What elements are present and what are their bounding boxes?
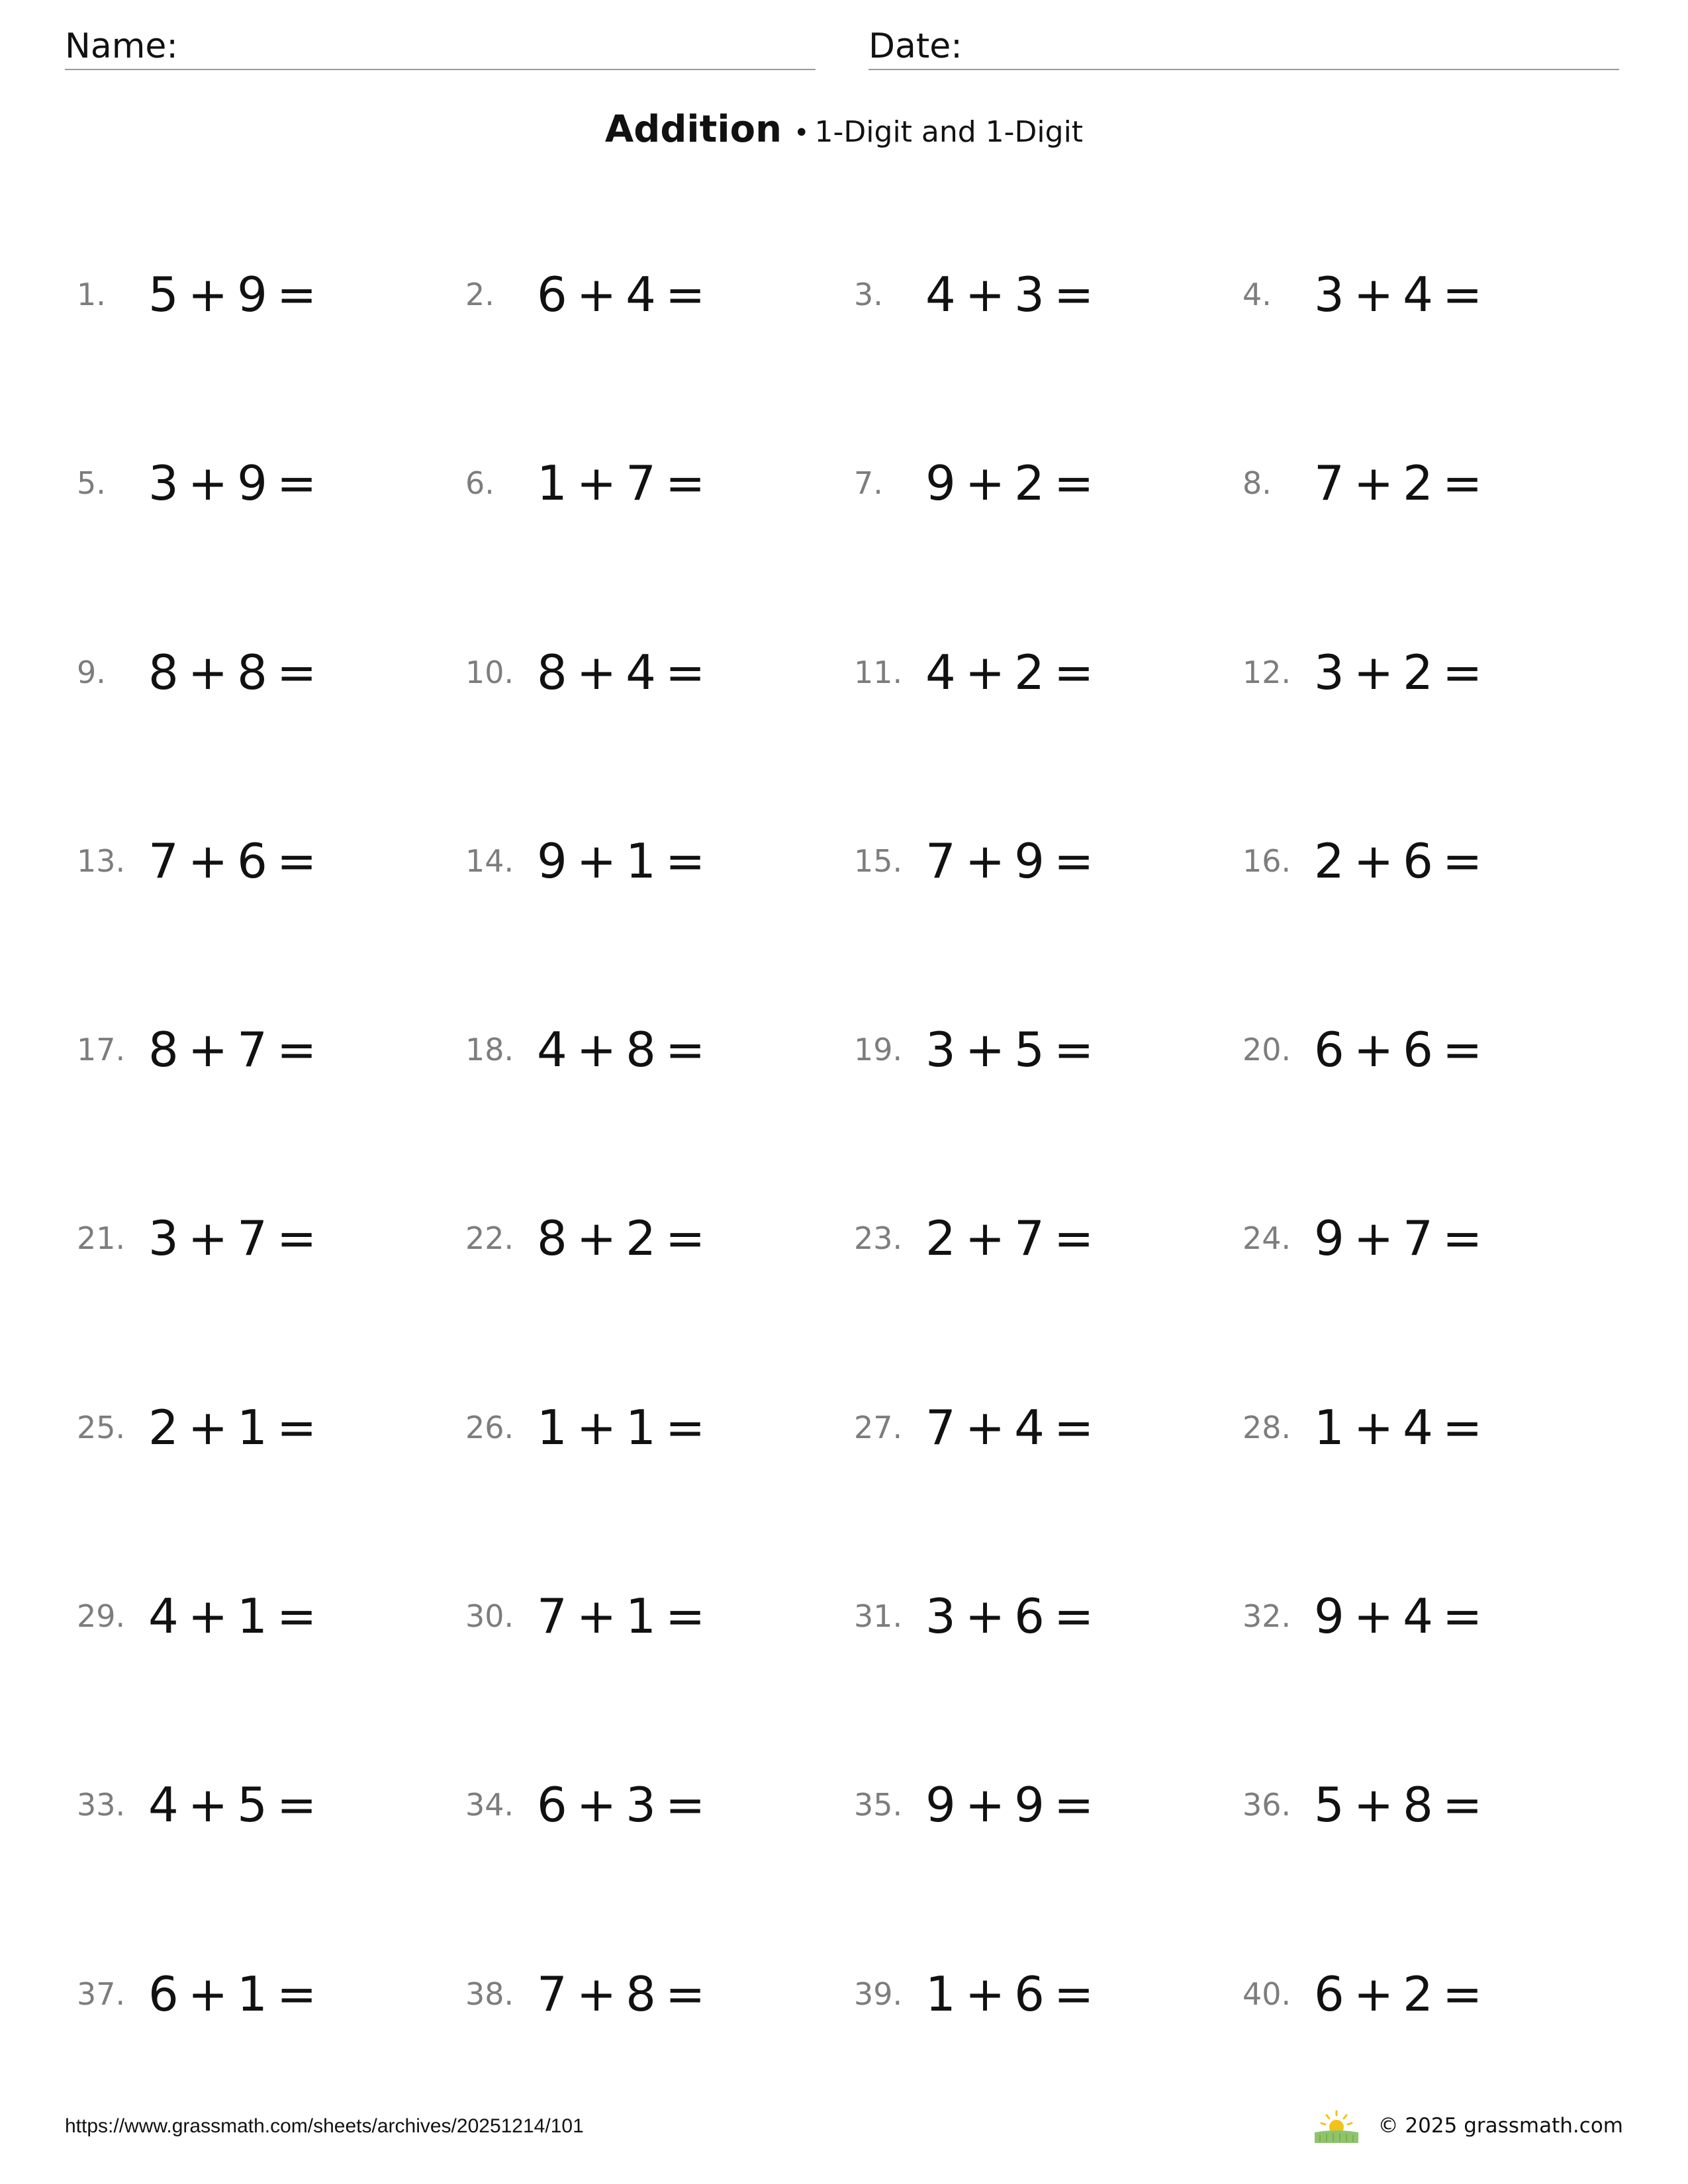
plus-sign: + xyxy=(187,1399,228,1455)
addend-b: 4 xyxy=(1403,1588,1433,1645)
equals-sign: = xyxy=(1442,1966,1483,2022)
addend-b: 6 xyxy=(237,833,267,889)
problem-item xyxy=(77,1189,465,1288)
plus-sign: + xyxy=(187,1210,228,1267)
problem-expression xyxy=(1314,1400,1491,1455)
addend-b: 8 xyxy=(626,1966,656,2022)
sun-over-grass-icon xyxy=(1313,2109,1360,2143)
problem-number: 40. xyxy=(1243,1976,1291,2012)
problem-item xyxy=(854,1944,1243,2044)
problem-item xyxy=(465,1567,854,1666)
equals-sign: = xyxy=(1053,455,1094,512)
addend-b: 9 xyxy=(1014,833,1045,889)
addend-b: 1 xyxy=(237,1399,267,1455)
addend-a: 4 xyxy=(148,1777,179,1833)
plus-sign: + xyxy=(1353,644,1394,700)
problem-number: 29. xyxy=(77,1598,126,1635)
problem-item xyxy=(854,1567,1243,1666)
equals-sign: = xyxy=(1442,455,1483,512)
addend-b: 3 xyxy=(1014,267,1045,322)
problem-item xyxy=(465,623,854,722)
equals-sign: = xyxy=(276,267,317,322)
equals-sign: = xyxy=(1442,267,1483,322)
addend-a: 8 xyxy=(537,1210,567,1267)
problem-number: 31. xyxy=(854,1598,903,1635)
problem-item xyxy=(77,1000,465,1099)
equals-sign: = xyxy=(1442,1777,1483,1833)
plus-sign: + xyxy=(576,1022,617,1078)
problem-expression xyxy=(925,1777,1103,1833)
addend-b: 6 xyxy=(1014,1966,1045,2022)
problem-number: 12. xyxy=(1243,654,1291,690)
addend-b: 4 xyxy=(1403,1399,1433,1455)
problem-item xyxy=(77,433,465,533)
equals-sign: = xyxy=(1053,1022,1094,1078)
addend-a: 9 xyxy=(925,1777,956,1833)
problem-item xyxy=(77,623,465,722)
title-main: Addition xyxy=(604,108,782,151)
problem-expression xyxy=(148,1210,326,1266)
problem-item xyxy=(1243,623,1631,722)
addend-a: 8 xyxy=(537,644,567,700)
problem-expression xyxy=(537,1588,714,1644)
problem-number: 18. xyxy=(465,1032,514,1068)
problem-number: 39. xyxy=(854,1976,903,2012)
problem-expression xyxy=(1314,1022,1491,1077)
equals-sign: = xyxy=(1053,644,1094,700)
plus-sign: + xyxy=(964,1210,1006,1267)
footer-url: https://www.grassmath.com/sheets/archives/20251214/101 xyxy=(65,2115,584,2137)
addend-a: 7 xyxy=(925,833,956,889)
addend-b: 2 xyxy=(1403,1966,1433,2022)
equals-sign: = xyxy=(276,1210,317,1267)
problem-number: 15. xyxy=(854,842,903,879)
problem-expression xyxy=(148,1588,326,1644)
addend-a: 3 xyxy=(1314,267,1344,322)
problem-item xyxy=(854,1755,1243,1854)
addend-b: 1 xyxy=(237,1588,267,1645)
problem-item xyxy=(1243,1755,1631,1854)
problem-expression xyxy=(1314,1210,1491,1266)
problem-expression xyxy=(537,1400,714,1455)
addend-a: 7 xyxy=(148,833,179,889)
problem-item xyxy=(854,433,1243,533)
problem-item xyxy=(465,1000,854,1099)
problem-number: 11. xyxy=(854,654,903,690)
addend-a: 7 xyxy=(537,1966,567,2022)
problem-number: 36. xyxy=(1243,1787,1291,1823)
problem-item xyxy=(854,1189,1243,1288)
addend-a: 3 xyxy=(148,455,179,512)
equals-sign: = xyxy=(665,1022,706,1078)
equals-sign: = xyxy=(1053,267,1094,322)
problem-expression xyxy=(148,455,326,511)
plus-sign: + xyxy=(1353,1210,1394,1267)
title-subtitle: 1-Digit and 1-Digit xyxy=(814,115,1084,149)
addend-b: 7 xyxy=(237,1210,267,1267)
equals-sign: = xyxy=(665,833,706,889)
addend-a: 6 xyxy=(1314,1966,1344,2022)
problem-expression xyxy=(148,1777,326,1833)
addend-a: 3 xyxy=(925,1588,956,1645)
problem-item xyxy=(77,245,465,344)
problem-item xyxy=(1243,1378,1631,1477)
equals-sign: = xyxy=(1442,1399,1483,1455)
addend-b: 4 xyxy=(1014,1399,1045,1455)
addend-a: 7 xyxy=(925,1399,956,1455)
plus-sign: + xyxy=(576,1399,617,1455)
equals-sign: = xyxy=(1053,833,1094,889)
addend-a: 4 xyxy=(148,1588,179,1645)
addend-b: 3 xyxy=(626,1777,656,1833)
equals-sign: = xyxy=(276,1777,317,1833)
addend-a: 3 xyxy=(148,1210,179,1267)
addend-a: 1 xyxy=(1314,1399,1344,1455)
problem-number: 34. xyxy=(465,1787,514,1823)
problem-expression xyxy=(537,1966,714,2022)
plus-sign: + xyxy=(187,267,228,322)
plus-sign: + xyxy=(576,1210,617,1267)
addend-b: 8 xyxy=(237,644,267,700)
problem-item xyxy=(465,1378,854,1477)
addend-a: 3 xyxy=(925,1022,956,1078)
problem-expression xyxy=(148,1966,326,2022)
equals-sign: = xyxy=(1442,833,1483,889)
problem-number: 24. xyxy=(1243,1220,1291,1257)
problem-item xyxy=(465,245,854,344)
problem-number: 38. xyxy=(465,1976,514,2012)
addend-b: 5 xyxy=(237,1777,267,1833)
problem-expression xyxy=(925,833,1103,889)
plus-sign: + xyxy=(187,455,228,512)
problem-number: 28. xyxy=(1243,1409,1291,1445)
plus-sign: + xyxy=(964,1022,1006,1078)
problem-item xyxy=(1243,1567,1631,1666)
problem-number: 23. xyxy=(854,1220,903,1257)
plus-sign: + xyxy=(576,1777,617,1833)
addend-b: 1 xyxy=(626,1399,656,1455)
problem-expression xyxy=(537,455,714,511)
equals-sign: = xyxy=(665,1966,706,2022)
problem-expression xyxy=(925,267,1103,322)
plus-sign: + xyxy=(187,644,228,700)
plus-sign: + xyxy=(1353,1588,1394,1645)
equals-sign: = xyxy=(665,1777,706,1833)
problem-item xyxy=(465,433,854,533)
problem-item xyxy=(465,1755,854,1854)
problem-item xyxy=(77,1567,465,1666)
addend-b: 6 xyxy=(1403,1022,1433,1078)
problem-number: 16. xyxy=(1243,842,1291,879)
problem-number: 5. xyxy=(77,465,106,502)
addend-b: 6 xyxy=(1403,833,1433,889)
equals-sign: = xyxy=(276,1022,317,1078)
problem-expression xyxy=(537,1022,714,1077)
plus-sign: + xyxy=(964,267,1006,322)
problem-number: 13. xyxy=(77,842,126,879)
equals-sign: = xyxy=(665,1210,706,1267)
equals-sign: = xyxy=(276,1966,317,2022)
plus-sign: + xyxy=(576,1588,617,1645)
problem-expression xyxy=(537,1210,714,1266)
addend-b: 9 xyxy=(237,267,267,322)
problem-number: 8. xyxy=(1243,465,1272,502)
equals-sign: = xyxy=(1442,1588,1483,1645)
equals-sign: = xyxy=(276,455,317,512)
problem-number: 10. xyxy=(465,654,514,690)
plus-sign: + xyxy=(964,1966,1006,2022)
problem-item xyxy=(77,1944,465,2044)
problem-item xyxy=(854,1000,1243,1099)
plus-sign: + xyxy=(576,267,617,322)
footer-brand xyxy=(1313,2109,1623,2143)
addend-a: 8 xyxy=(148,644,179,700)
equals-sign: = xyxy=(665,267,706,322)
addend-a: 2 xyxy=(148,1399,179,1455)
addend-b: 7 xyxy=(237,1022,267,1078)
name-label: Name: xyxy=(65,26,178,66)
problem-item xyxy=(1243,811,1631,911)
addend-b: 9 xyxy=(1014,1777,1045,1833)
addend-b: 2 xyxy=(1014,644,1045,700)
problem-expression xyxy=(537,1777,714,1833)
addend-b: 8 xyxy=(626,1022,656,1078)
problem-number: 9. xyxy=(77,654,106,690)
plus-sign: + xyxy=(964,455,1006,512)
addend-a: 1 xyxy=(537,455,567,512)
problem-item xyxy=(465,1944,854,2044)
problem-item xyxy=(77,811,465,911)
addend-b: 9 xyxy=(237,455,267,512)
problem-expression xyxy=(925,1210,1103,1266)
plus-sign: + xyxy=(964,833,1006,889)
problem-number: 27. xyxy=(854,1409,903,1445)
problem-number: 2. xyxy=(465,277,494,312)
addend-a: 9 xyxy=(1314,1210,1344,1267)
problem-grid xyxy=(77,245,1626,2133)
problem-number: 20. xyxy=(1243,1032,1291,1068)
addend-b: 6 xyxy=(1014,1588,1045,1645)
addend-a: 4 xyxy=(925,267,956,322)
addend-a: 6 xyxy=(537,267,567,322)
plus-sign: + xyxy=(1353,1022,1394,1078)
problem-expression xyxy=(1314,1966,1491,2022)
addend-b: 2 xyxy=(626,1210,656,1267)
plus-sign: + xyxy=(576,833,617,889)
problem-number: 7. xyxy=(854,465,883,502)
problem-number: 19. xyxy=(854,1032,903,1068)
plus-sign: + xyxy=(187,1022,228,1078)
problem-number: 1. xyxy=(77,277,106,312)
problem-expression xyxy=(925,1400,1103,1455)
addend-a: 5 xyxy=(1314,1777,1344,1833)
addend-b: 5 xyxy=(1014,1022,1045,1078)
date-field[interactable] xyxy=(868,24,1619,70)
addend-a: 1 xyxy=(537,1399,567,1455)
equals-sign: = xyxy=(1053,1777,1094,1833)
addend-b: 2 xyxy=(1014,455,1045,512)
problem-expression xyxy=(1314,645,1491,700)
problem-number: 35. xyxy=(854,1787,903,1823)
problem-item xyxy=(854,245,1243,344)
problem-number: 37. xyxy=(77,1976,126,2012)
equals-sign: = xyxy=(665,455,706,512)
problem-expression xyxy=(148,1400,326,1455)
plus-sign: + xyxy=(1353,1966,1394,2022)
problem-expression xyxy=(148,645,326,700)
footer-copyright: © 2025 grassmath.com xyxy=(1378,2114,1623,2138)
plus-sign: + xyxy=(576,1966,617,2022)
problem-item xyxy=(854,811,1243,911)
problem-expression xyxy=(537,267,714,322)
plus-sign: + xyxy=(187,1777,228,1833)
problem-item xyxy=(854,1378,1243,1477)
plus-sign: + xyxy=(964,1588,1006,1645)
problem-number: 30. xyxy=(465,1598,514,1635)
problem-number: 4. xyxy=(1243,277,1272,312)
problem-expression xyxy=(1314,455,1491,511)
equals-sign: = xyxy=(1053,1210,1094,1267)
plus-sign: + xyxy=(1353,267,1394,322)
equals-sign: = xyxy=(1053,1588,1094,1645)
equals-sign: = xyxy=(665,1588,706,1645)
problem-number: 25. xyxy=(77,1409,126,1445)
worksheet-title xyxy=(0,106,1688,162)
plus-sign: + xyxy=(187,1588,228,1645)
addend-b: 2 xyxy=(1403,455,1433,512)
problem-expression xyxy=(1314,267,1491,322)
equals-sign: = xyxy=(276,833,317,889)
name-field[interactable] xyxy=(65,24,816,70)
addend-a: 6 xyxy=(1314,1022,1344,1078)
problem-item xyxy=(1243,1189,1631,1288)
problem-item xyxy=(854,623,1243,722)
equals-sign: = xyxy=(1053,1399,1094,1455)
addend-a: 9 xyxy=(1314,1588,1344,1645)
problem-number: 32. xyxy=(1243,1598,1291,1635)
date-label: Date: xyxy=(868,26,962,66)
addend-a: 1 xyxy=(925,1966,956,2022)
plus-sign: + xyxy=(964,1777,1006,1833)
addend-b: 1 xyxy=(626,1588,656,1645)
addend-a: 4 xyxy=(537,1022,567,1078)
problem-number: 3. xyxy=(854,277,883,312)
problem-number: 14. xyxy=(465,842,514,879)
title-separator: • xyxy=(793,118,810,148)
addend-b: 7 xyxy=(626,455,656,512)
problem-expression xyxy=(148,833,326,889)
addend-a: 3 xyxy=(1314,644,1344,700)
problem-expression xyxy=(925,1966,1103,2022)
plus-sign: + xyxy=(576,644,617,700)
equals-sign: = xyxy=(665,1399,706,1455)
problem-expression xyxy=(925,1022,1103,1077)
addend-a: 6 xyxy=(148,1966,179,2022)
problem-number: 21. xyxy=(77,1220,126,1257)
problem-number: 22. xyxy=(465,1220,514,1257)
addend-b: 4 xyxy=(626,644,656,700)
equals-sign: = xyxy=(1442,1022,1483,1078)
addend-b: 4 xyxy=(1403,267,1433,322)
addend-a: 2 xyxy=(925,1210,956,1267)
equals-sign: = xyxy=(1053,1966,1094,2022)
problem-expression xyxy=(148,1022,326,1077)
problem-item xyxy=(1243,245,1631,344)
addend-a: 7 xyxy=(1314,455,1344,512)
plus-sign: + xyxy=(1353,1399,1394,1455)
problem-expression xyxy=(1314,1588,1491,1644)
addend-b: 8 xyxy=(1403,1777,1433,1833)
addend-b: 4 xyxy=(626,267,656,322)
plus-sign: + xyxy=(964,644,1006,700)
problem-expression xyxy=(925,645,1103,700)
plus-sign: + xyxy=(187,833,228,889)
plus-sign: + xyxy=(187,1966,228,2022)
addend-b: 2 xyxy=(1403,644,1433,700)
equals-sign: = xyxy=(276,1588,317,1645)
plus-sign: + xyxy=(1353,455,1394,512)
addend-a: 7 xyxy=(537,1588,567,1645)
equals-sign: = xyxy=(276,1399,317,1455)
problem-expression xyxy=(1314,1777,1491,1833)
problem-item xyxy=(77,1755,465,1854)
plus-sign: + xyxy=(1353,1777,1394,1833)
problem-item xyxy=(1243,1944,1631,2044)
problem-expression xyxy=(925,455,1103,511)
equals-sign: = xyxy=(1442,1210,1483,1267)
equals-sign: = xyxy=(1442,644,1483,700)
addend-a: 9 xyxy=(537,833,567,889)
problem-expression xyxy=(537,645,714,700)
problem-number: 26. xyxy=(465,1409,514,1445)
problem-number: 17. xyxy=(77,1032,126,1068)
addend-a: 9 xyxy=(925,455,956,512)
plus-sign: + xyxy=(964,1399,1006,1455)
problem-number: 6. xyxy=(465,465,494,502)
problem-expression xyxy=(148,267,326,322)
problem-expression xyxy=(537,833,714,889)
addend-b: 1 xyxy=(626,833,656,889)
addend-a: 8 xyxy=(148,1022,179,1078)
problem-number: 33. xyxy=(77,1787,126,1823)
problem-item xyxy=(1243,1000,1631,1099)
equals-sign: = xyxy=(276,644,317,700)
addend-b: 7 xyxy=(1014,1210,1045,1267)
problem-expression xyxy=(1314,833,1491,889)
addend-a: 2 xyxy=(1314,833,1344,889)
equals-sign: = xyxy=(665,644,706,700)
plus-sign: + xyxy=(576,455,617,512)
addend-a: 5 xyxy=(148,267,179,322)
problem-item xyxy=(465,811,854,911)
problem-expression xyxy=(925,1588,1103,1644)
plus-sign: + xyxy=(1353,833,1394,889)
addend-a: 6 xyxy=(537,1777,567,1833)
addend-a: 4 xyxy=(925,644,956,700)
addend-b: 1 xyxy=(237,1966,267,2022)
problem-item xyxy=(465,1189,854,1288)
problem-item xyxy=(1243,433,1631,533)
problem-item xyxy=(77,1378,465,1477)
addend-b: 7 xyxy=(1403,1210,1433,1267)
